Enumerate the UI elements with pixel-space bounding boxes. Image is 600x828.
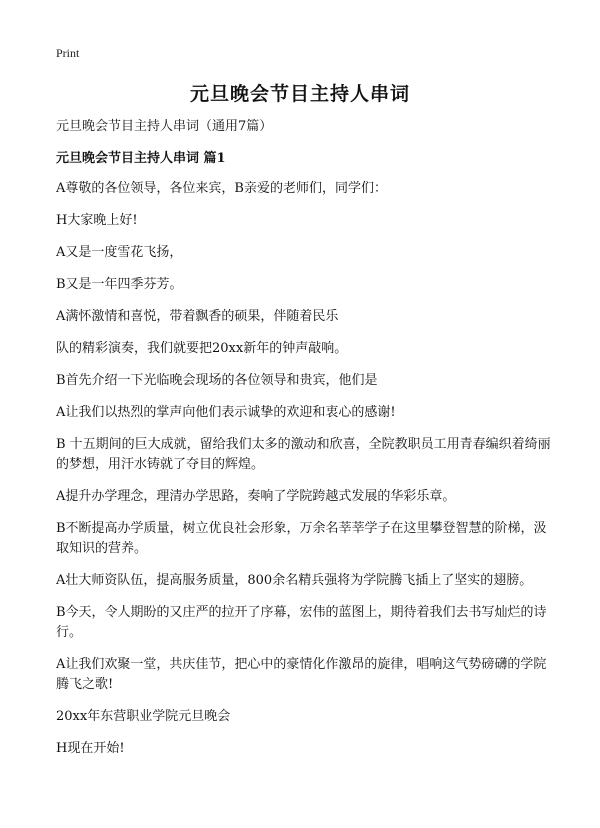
paragraph: 队的精彩演奏，我们就要把20xx新年的钟声敲响。 (56, 341, 348, 356)
paragraph: A壮大师资队伍，提高服务质量，800余名精兵强将为学院腾飞插上了坚实的翅膀。 (56, 573, 533, 588)
paragraph: B今天，令人期盼的又庄严的拉开了序幕，宏伟的蓝图上，期待着我们去书写灿烂的诗行。 (56, 605, 547, 640)
print-link[interactable]: Print (56, 46, 80, 60)
paragraph: A让我们欢聚一堂，共庆佳节，把心中的豪情化作激昂的旋律，唱响这气势磅礴的学院腾飞之歌! (56, 657, 547, 692)
page-title: 元旦晚会节目主持人串词 (189, 83, 410, 105)
paragraph: A尊敬的各位领导，各位来宾，B亲爱的老师们，同学们： (56, 181, 387, 196)
paragraph: A又是一度雪花飞扬， (56, 245, 183, 260)
paragraph: H现在开始! (56, 741, 125, 756)
paragraph: A让我们以热烈的掌声向他们表示诚挚的欢迎和衷心的感谢! (56, 405, 396, 420)
paragraph: 20xx年东营职业学院元旦晚会 (56, 709, 231, 724)
paragraph: B不断提高办学质量，树立优良社会形象，万余名莘莘学子在这里攀登智慧的阶梯，汲取知识的营养。 (56, 521, 547, 556)
paragraph: A提升办学理念，理清办学思路，奏响了学院跨越式发展的华彩乐章。 (56, 489, 456, 504)
document-body (56, 118, 551, 771)
paragraph: B 十五期间的巨大成就，留给我们太多的激动和欣喜，全院教职员工用青春编织着绮丽的梦想，用汗水铸就了夺目的辉煌。 (56, 437, 551, 472)
paragraph: A满怀激情和喜悦，带着飘香的硕果，伴随着民乐 (56, 309, 339, 324)
section-heading: 元旦晚会节目主持人串词 篇1 (56, 151, 226, 166)
paragraph: B首先介绍一下光临晚会现场的各位领导和贵宾，他们是 (56, 373, 378, 388)
document-subtitle: 元旦晚会节目主持人串词（通用7篇） (56, 119, 273, 134)
paragraph: B又是一年四季芬芳。 (56, 277, 183, 292)
paragraph: H大家晚上好! (56, 213, 138, 228)
